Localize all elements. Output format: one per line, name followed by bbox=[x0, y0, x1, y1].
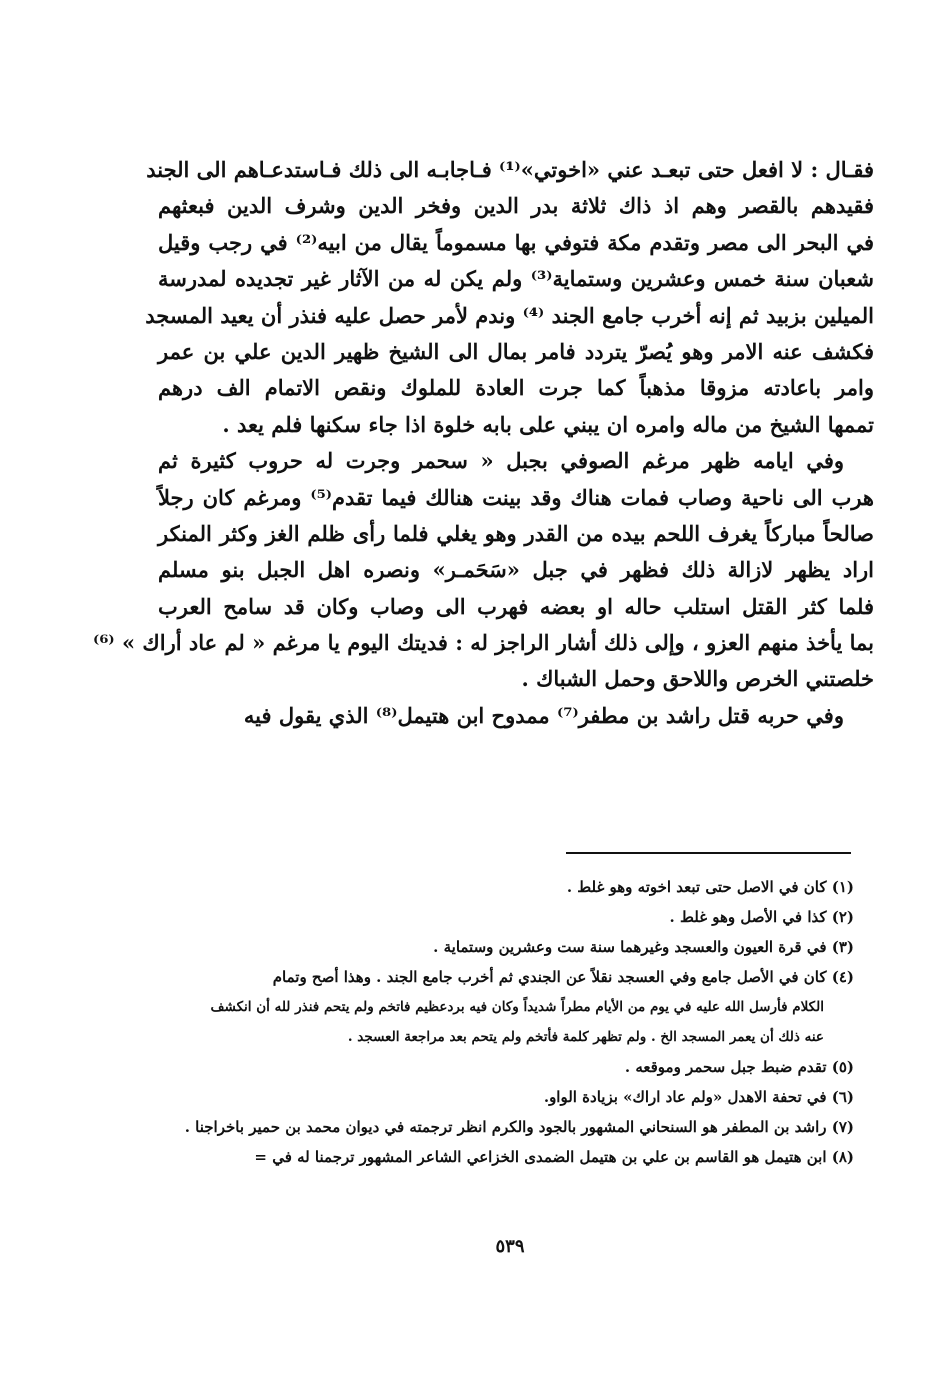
body-line-10: هرب الى ناحية وصاب فمات هناك وقد بينت هنالك فيما تقدم⁽⁵⁾ ومرغم كان رجلاً bbox=[158, 484, 874, 510]
body-line-11: صالحاً مباركاً يغرف اللحم بيده من القدر وهو يغلي فلما رأى ظلم الغز وكثر المنكر bbox=[158, 520, 874, 546]
footnote-8: (٨) ابن هتيمل هو القاسم بن علي بن هتيمل الضمدى الخزاعي الشاعر المشهور ترجمنا له في = bbox=[254, 1148, 854, 1166]
footnotes-block bbox=[158, 872, 854, 1172]
body-line-13: فلما كثر القتل استلب حاله او بعضه فهرب الى وصاب وكان قد سامح العرب bbox=[158, 593, 874, 619]
footnote-3: (٣) في قرة العيون والعسجد وغيرهما سنة ست وعشرين وستماية . bbox=[433, 938, 854, 956]
footnote-4-continuation-2: عنه ذلك أن يعمر المسجد الخ . ولم تظهر كلمة فأتخم ولم يتحم بعد مراجعة العسجد . bbox=[347, 1029, 824, 1045]
footnote-1: (١) كان في الاصل حتى تبعد اخوته وهو غلط . bbox=[566, 878, 854, 896]
body-line-16: وفي حربه قتل راشد بن مطفر⁽⁷⁾ ممدوح ابن هتيمل⁽⁸⁾ الذي يقول فيه bbox=[243, 702, 844, 728]
body-line-3: في البحر الى مصر وتقدم مكة فتوفي بها مسموماً يقال من ابيه⁽²⁾ في رجب وقيل bbox=[158, 229, 874, 255]
footnote-divider bbox=[566, 852, 851, 854]
page-number: ٥٣٩ bbox=[495, 1236, 525, 1257]
body-line-14: بما يأخذ منهم العزو ، وإلى ذلك أشار الراجز له : فديتك اليوم يا مرغم « لم عاد أراك » ⁽⁶⁾ bbox=[92, 630, 874, 656]
footnote-4: (٤) كان في الأصل جامع وفي العسجد نقلاً عن الجندي ثم أخرب جامع الجند . وهذا أصح وتمام bbox=[272, 968, 854, 986]
footnote-6: (٦) في تحفة الاهدل «ولم عاد اراك» بزيادة الواو. bbox=[543, 1088, 854, 1106]
footnote-4-continuation-1: الكلام فأرسل الله عليه في يوم من الأيام مطراً شديداً وكان فيه بردعظيم فاتخم ولم يتحم فنذر لله أن انكشف bbox=[210, 999, 824, 1015]
footnote-5: (٥) تقدم ضبط جبل سحمر وموقعه . bbox=[624, 1058, 854, 1076]
body-line-2: فقيدهم بالقصر وهم اذ ذاك ثلاثة بدر الدين وفخر الدين وشرف الدين فبعثهم bbox=[158, 193, 874, 219]
main-text-block bbox=[92, 152, 874, 734]
body-line-8: تممها الشيخ من ماله وامره ان يبني على بابه خلوة اذا جاء سكنها فلم يعد . bbox=[222, 411, 874, 437]
body-line-4: شعبان سنة خمس وعشرين وستماية⁽³⁾ ولم يكن له من الآثار غير تجديده لمدرسة bbox=[158, 266, 874, 292]
body-line-9: وفي ايامه ظهر مرغم الصوفي بجبل « سحمر وجرت له حروب كثيرة ثم bbox=[158, 448, 844, 474]
body-line-6: فكشف عنه الامر وهو يُصرّ يتردد فامر بمال الى الشيخ ظهير الدين علي بن عمر bbox=[158, 338, 874, 364]
footnote-7: (٧) راشد بن المطفر هو السنحاني المشهور بالجود والكرم انظر ترجمته في ديوان محمد بن حمير باخراجنا . bbox=[184, 1118, 854, 1136]
body-line-1: فقـال : لا افعل حتى تبعـد عني «اخوتي»⁽¹⁾ فـاجابـه الى ذلك فـاستدعـاهم الى الجند bbox=[146, 157, 874, 182]
footnote-2: (٢) كذا في الأصل وهو غلط . bbox=[669, 908, 854, 926]
body-line-15: خلصتني الخرص واللاحق وحمل الشباك . bbox=[521, 666, 874, 692]
body-line-12: اراد يظهر لازالة ذلك فظهر في جبل «سَحَمـر» ونصره اهل الجبل بنو مسلم bbox=[158, 557, 874, 583]
body-line-5: الميلين بزبيد ثم إنه أخرب جامع الجند ⁽⁴⁾ وندم لأمر حصل عليه فنذر أن يعيد المسجد bbox=[145, 302, 874, 328]
body-line-7: وامر باعادته مزوقا مذهباً كما جرت العادة للملوك ونقص الاتمام الف درهم bbox=[158, 375, 874, 401]
